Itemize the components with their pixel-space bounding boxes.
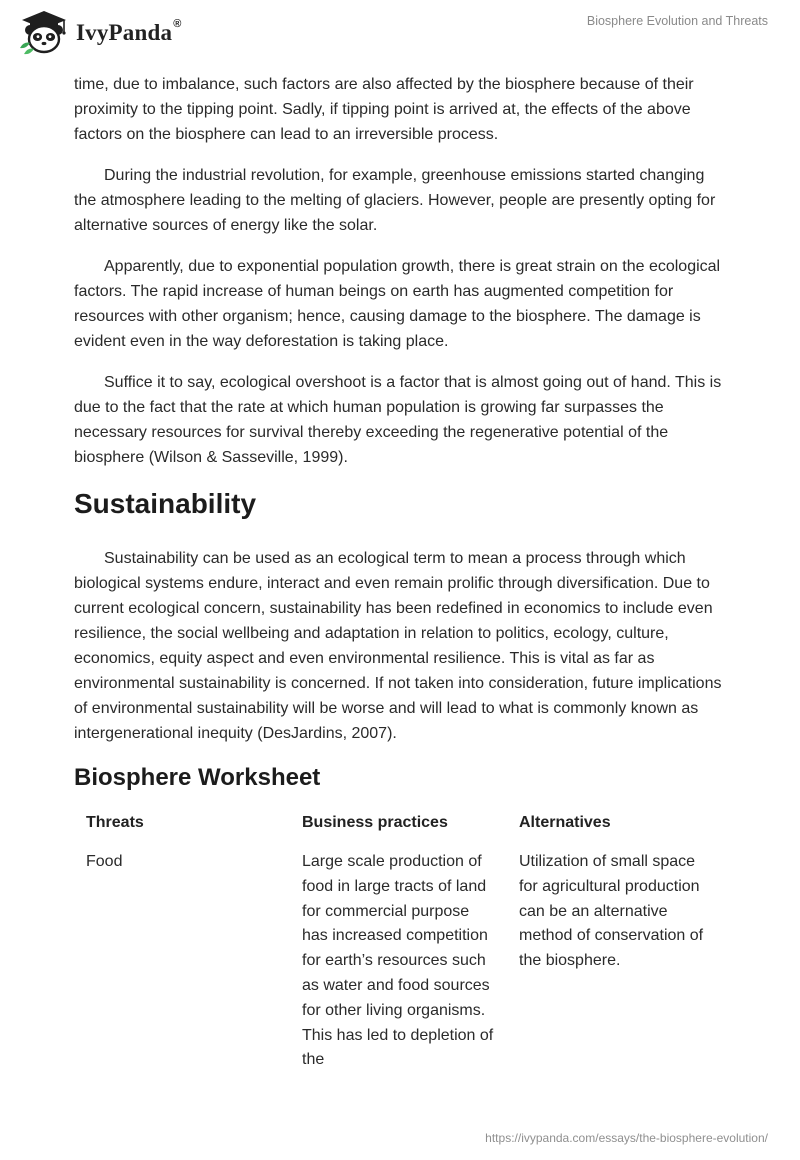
biosphere-worksheet-table — [74, 808, 724, 1073]
cell-business-practice: Large scale production of food in large tracts of land for commercial purpose has increased competition for earth’s resources such as water and food sources for other living organisms. This has led to depletion of the — [302, 853, 494, 1069]
document-title: Biosphere Evolution and Threats — [586, 14, 768, 28]
essay-content — [74, 72, 726, 1073]
page-header — [0, 0, 800, 64]
table-row — [74, 846, 724, 1073]
paragraph: During the industrial revolution, for example, greenhouse emissions started changing the atmosphere leading to the melting of glaciers. However, people are presently opting for alternative sources of energy like the solar. — [74, 167, 716, 234]
cell-threat: Food — [86, 853, 123, 870]
column-header-business-practices: Business practices — [302, 814, 448, 831]
table-header-row — [74, 808, 724, 846]
paragraph: Apparently, due to exponential population growth, there is great strain on the ecological factors. The rapid increase of human beings on earth has augmented competition for resources with other organism; hence, causing damage to the biosphere. The damage is evident even in the way deforestation is taking place. — [74, 258, 721, 350]
logo-wordmark: IvyPanda® — [76, 18, 182, 45]
source-url[interactable]: https://ivypanda.com/essays/the-biosphere-evolution/ — [485, 1131, 768, 1145]
paragraph: time, due to imbalance, such factors are also affected by the biosphere because of their proximity to the tipping point. Sadly, if tipping point is arrived at, the effects of the above factors on the biosphere can lead to an irreversible process. — [74, 76, 694, 143]
section-heading-sustainability: Sustainability — [74, 488, 257, 519]
column-header-alternatives: Alternatives — [519, 814, 611, 831]
section-heading-worksheet: Biosphere Worksheet — [74, 764, 321, 791]
cell-alternative: Utilization of small space for agricultural production can be an alternative method of conservation of the biosphere. — [519, 853, 704, 970]
column-header-threats: Threats — [86, 814, 144, 831]
paragraph: Suffice it to say, ecological overshoot is a factor that is almost going out of hand. This is due to the fact that the rate at which human population is growing far surpasses the necessary resources for survival thereby exceeding the regenerative potential of the biosphere (Wilson & Sasseville, 1999). — [74, 374, 722, 466]
panda-graduate-icon — [16, 8, 72, 56]
ivypanda-logo[interactable] — [16, 8, 182, 56]
paragraph: Sustainability can be used as an ecological term to mean a process through which biological systems endure, interact and even remain prolific through diversification. Due to current ecological concern, sustainability has been redefined in economics to include even resilience, the social wellbeing and adaptation in relation to politics, ecology, culture, economics, equity aspect and even environmental resilience. This is vital as far as environmental sustainability is concerned. If not taken into consideration, future implications of environmental sustainability will be worse and will lead to what is commonly known as intergenerational inequity (DesJardins, 2007). — [74, 550, 722, 742]
